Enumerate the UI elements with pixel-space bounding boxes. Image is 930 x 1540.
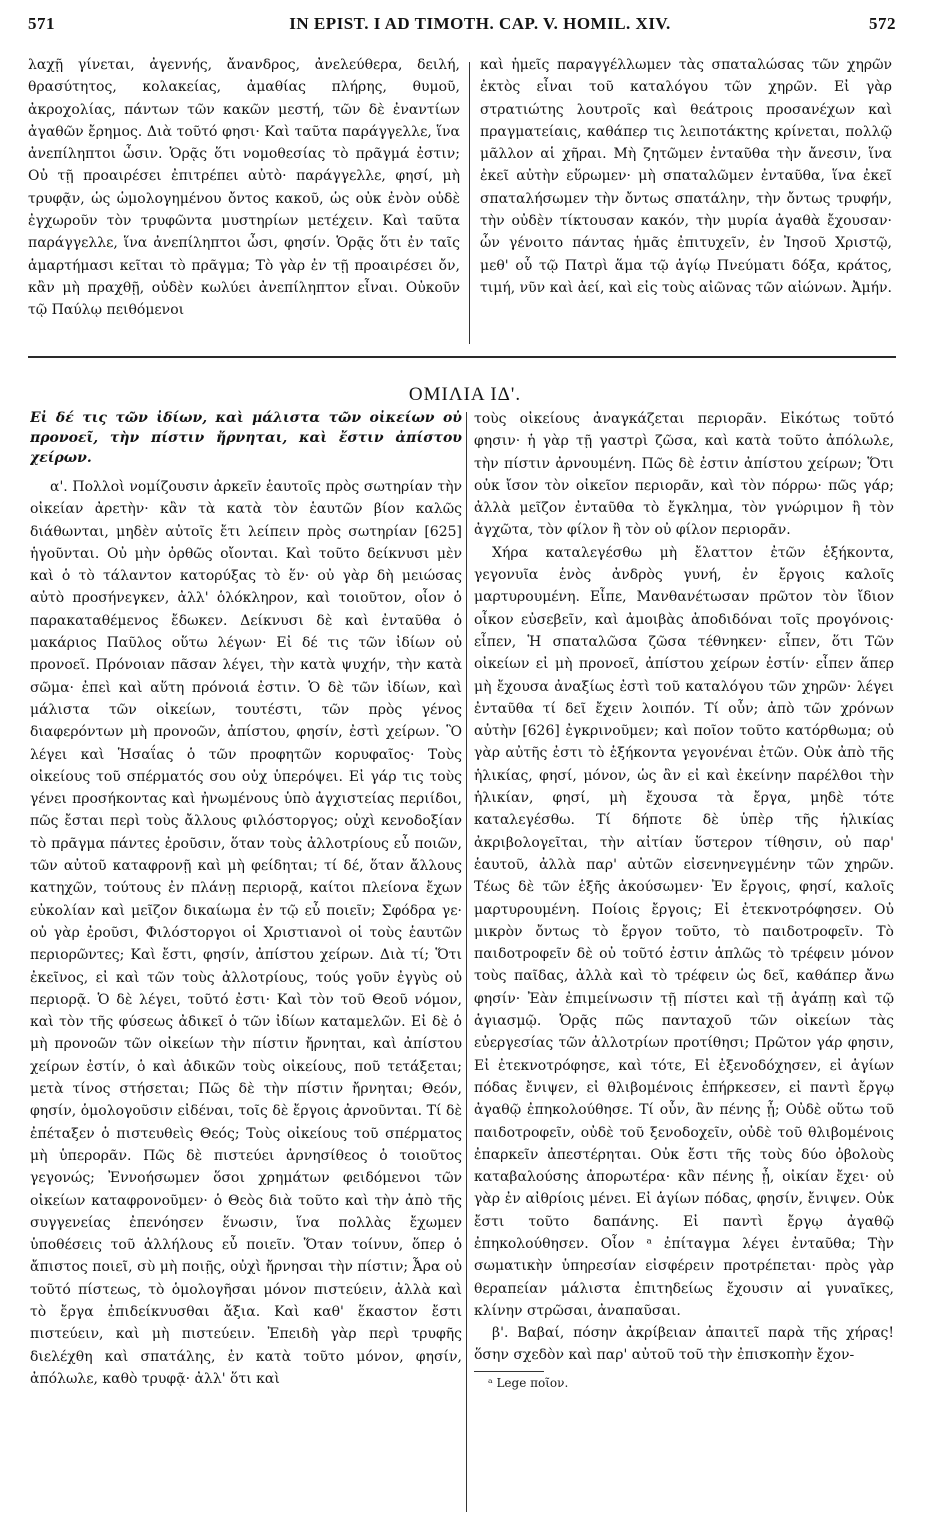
bottom-left-column [30,408,462,1514]
top-right-paragraph: καὶ ἡμεῖς παραγγέλλωμεν τὰς σπαταλώσας τῶν χηρῶν ἐκτὸς εἶναι τοῦ καταλόγου τῶν χηρῶν. Εἰ γὰρ στρατιώτης λουτροῖς καὶ θεάτροις προσανέχων καὶ πραγματείαις, καθάπερ τις λειποτάκτης κρίνεται, πολλῷ μᾶλλον αἱ χῆραι. Μὴ ζητῶμεν ἐνταῦθα τὴν ἄνεσιν, ἵνα ἐκεῖ αὐτὴν εὕρωμεν· μὴ σπαταλῶμεν ἐνταῦθα, ἵνα ἐκεῖ σπαταλήσωμεν τὴν ὄντως σπατάλην, τὴν ὄντως τρυφήν, τὴν οὐδὲν τίκτουσαν κακόν, τὴν μυρία ἀγαθὰ ἔχουσαν· ὧν γένοιτο πάντας ἡμᾶς ἐπιτυχεῖν, ἐν Ἰησοῦ Χριστῷ, μεθ' οὗ τῷ Πατρὶ ἅμα τῷ ἁγίῳ Πνεύματι δόξα, κράτος, τιμή, νῦν καὶ ἀεί, καὶ εἰς τοὺς αἰῶνας τῶν αἰώνων. Ἀμήν. [480,57,892,296]
column-divider-top [469,62,470,344]
scripture-lemma: Εἰ δέ τις τῶν ἰδίων, καὶ μάλιστα τῶν οἰκείων οὐ προνοεῖ, τὴν πίστιν ἤρνηται, καὶ ἔστιν ἀπίστου χείρων. [30,410,462,466]
top-right-column [480,54,892,350]
page-number-left: 571 [28,14,55,33]
bottom-right-paragraph-2: Χήρα καταλεγέσθω μὴ ἔλαττον ἐτῶν ἑξήκοντα, γεγονυῖα ἑνὸς ἀνδρὸς γυνή, ἐν ἔργοις καλοῖς μαρτυρουμένη. Εἶπε, Μανθανέτωσαν πρῶτον τὸν ἴδιον οἶκον εὐσεβεῖν, καὶ ἀμοιβὰς ἀποδιδόναι τοῖς προγόνοις· εἶπεν, Ἡ σπαταλῶσα ζῶσα τέθνηκεν· εἶπεν, ὅτι Τῶν οἰκείων εἰ μὴ προνοεῖ, ἀπίστου χείρων ἐστίν· εἶπεν ἅπερ μὴ ἔχουσα ἀναξίως ἐστὶ τοῦ καταλόγου τῶν χηρῶν· λέγει ἐνταῦθα τί δεῖ ἔχειν λοιπόν. Τί οὖν; ἀπὸ τῶν χρόνων αὐτὴν [626] ἐγκρινοῦμεν; καὶ ποῖον τοῦτο κατόρθωμα; οὐ γὰρ αὐτῆς ἐστι τὸ ἑξήκοντα γεγονέναι ἐτῶν. Οὐκ ἀπὸ τῆς ἡλικίας, φησί, μόνον, ὡς ἂν εἰ καὶ ἐκείνην παρέλθοι τὴν ἡλικίαν, φησί, μὴ ἔχουσα τὰ ἔργα, μηδὲ τότε καταλεγέσθω. Τί δήποτε δὲ ὑπὲρ τῆς ἡλικίας ἀκριβολογεῖται, τὴν αἰτίαν ὕστερον τίθησιν, οὐ παρ' ἑαυτοῦ, ἀλλὰ παρ' αὐτῶν εἰσενηνεγμένην τῶν χηρῶν. Τέως δὲ τῶν ἑξῆς ἀκούσωμεν· Ἐν ἔργοις, φησί, καλοῖς μαρτυρουμένη. Ποίοις ἔργοις; Εἰ ἐτεκνοτρόφησεν. Οὐ μικρὸν ὄντως τὸ ἔργον τοῦτο, τὸ παιδοτροφεῖν. Τὸ παιδοτροφεῖν δὲ οὐ τοῦτό ἐστιν ἁπλῶς τὸ τρέφειν μόνον τοὺς παῖδας, ἀλλὰ καὶ τὸ τρέφειν ὡς δεῖ, καθάπερ ἄνω φησίν· Ἐὰν ἐπιμείνωσιν τῇ πίστει καὶ τῇ ἀγάπῃ καὶ τῷ ἁγιασμῷ. Ὁρᾷς πῶς πανταχοῦ τῶν οἰκείων τὰς εὐεργεσίας τῶν ἀλλοτρίων προτίθησι; Πρῶτον γάρ φησιν, Εἰ ἐτεκνοτρόφησε, καὶ τότε, Εἰ ἐξενοδόχησεν, εἰ ἁγίων πόδας ἔνιψεν, εἰ θλιβομένοις ἐπήρκεσεν, εἰ παντὶ ἔργῳ ἀγαθῷ ἐπηκολούθησε. Τί οὖν, ἂν πένης ᾖ; Οὐδὲ οὕτω τοῦ παιδοτροφεῖν, οὐδὲ τοῦ ξενοδοχεῖν, οὐδὲ τοῦ θλιβομένοις ἐπαρκεῖν ἀπεστέρηται. Οὐκ ἔστι τῆς τοὺς δύο ὀβολοὺς καταβαλούσης ἀπορωτέρα· κἂν πένης ᾖ, οἰκίαν ἔχει· οὐ γὰρ ἐν αἰθρίοις μένει. Εἰ ἁγίων πόδας, φησίν, ἔνιψεν. Οὐκ ἔστι τοῦτο δαπάνης. Εἰ παντὶ ἔργῳ ἀγαθῷ ἐπηκολούθησεν. Οἷον ᵃ ἐπίταγμα λέγει ἐνταῦθα; Τὴν σωματικὴν ὑπηρεσίαν εἰσφέρειν προτρέπεται· πρὸς γὰρ θεραπείαν μάλιστα ἐπιτηδείως ἔχουσιν αἱ γυναῖκες, κλίνην στρῶσαι, ἀναπαῦσαι. [474,544,894,1319]
footnote-rule [474,1371,544,1372]
running-title: IN EPIST. I AD TIMOTH. CAP. V. HOMIL. XIV. [289,14,671,33]
top-left-column [28,54,460,350]
section-divider [28,356,896,358]
bottom-right-paragraph-1: τοὺς οἰκείους ἀναγκάζεται περιορᾶν. Εἰκότως τοῦτό φησιν· ἡ γὰρ τῇ γαστρὶ ζῶσα, καὶ κατὰ τοῦτο ἀπόλωλε, τὴν πίστιν ἀρνουμένη. Πῶς δὲ ἐστιν ἀπίστου χείρων; Ὅτι οὐκ ἴσον τὸν οἰκεῖον περιορᾶν, καὶ τὸν πόρρω· πῶς γάρ; ἀλλὰ μεῖζον ἐνταῦθα τὸ ἔγκλημα, τὸν γνώριμον ἢ τὸν ἀγχῶτα, τὸν φίλον ἢ τὸν οὐ φίλον περιορᾶν. [474,411,894,539]
page-number-right: 572 [869,14,896,33]
top-left-paragraph: λαχῇ γίνεται, ἀγεννής, ἄνανδρος, ἀνελεύθερα, δειλή, θρασύτητος, κολακείας, ἀμαθίας πλήρης, θυμοῦ, ἀκροχολίας, πάντων τῶν κακῶν μεστή, τῶν δὲ ἐναντίων ἀγαθῶν ἔρημος. Διὰ τοῦτό φησι· Καὶ ταῦτα παράγγελλε, ἵνα ἀνεπίληπτοι ὦσιν. Ὁρᾷς ὅτι νομοθεσίας τὸ πρᾶγμά ἐστιν; Οὐ τῇ προαιρέσει ἐπιτρέπει αὐτὸ· παράγγελλε, φησί, μὴ τρυφᾷν, ὡς ὡμολογημένου ὄντος κακοῦ, ὡς οὐκ ἐνὸν οὐδὲ ἐγχωροῦν τὸν τρυφῶντα μυστηρίων μετέχειν. Καὶ ταῦτα παράγγελλε, ἵνα ἀνεπίληπτοι ὦσι, φησίν. Ὁρᾷς ὅτι ἐν ταῖς ἁμαρτήμασι κεῖται τὸ πρᾶγμα; Τὸ γὰρ ἐν τῇ προαιρέσει ὄν, κἂν μὴ πραχθῇ, οὐδὲν κωλύει ἀνεπίληπτον εἶναι. Οὐκοῦν τῷ Παύλῳ πειθόμενοι [28,57,460,319]
bottom-right-paragraph-3: β'. Βαβαί, πόσην ἀκρίβειαν ἀπαιτεῖ παρὰ τῆς χήρας! ὅσην σχεδὸν καὶ παρ' αὐτοῦ τοῦ τὴν ἐπισκοπὴν ἔχον- [474,1325,894,1364]
bottom-right-column [474,408,894,1514]
column-divider-bottom [466,412,467,1512]
footnote: ᵃ Lege ποῖον. [488,1375,569,1390]
bottom-left-paragraph: α'. Πολλοὶ νομίζουσιν ἀρκεῖν ἑαυτοῖς πρὸς σωτηρίαν τὴν οἰκείαν ἀρετὴν· κἂν τὰ κατὰ τὸν ἑαυτῶν βίον καλῶς διάθωνται, μηδὲν αὐτοῖς ἔτι λείπειν πρὸς σωτηρίαν [625] ἡγοῦνται. Οὐ μὴν ὀρθῶς οἴονται. Καὶ τοῦτο δείκνυσι μὲν καὶ ὁ τὸ τάλαντον κατορύξας τὸ ἕν· οὐ γὰρ δὴ μειώσας αὐτὸ προσήνεγκεν, ἀλλ' ὁλόκληρον, καὶ τοιοῦτον, οἷον ὁ παρακαταθέμενος ἔδωκεν. Δείκνυσι δὲ καὶ ἐνταῦθα ὁ μακάριος Παῦλος οὕτω λέγων· Εἰ δέ τις τῶν ἰδίων οὐ προνοεῖ. Πρόνοιαν πᾶσαν λέγει, τὴν κατὰ ψυχήν, τὴν κατὰ σῶμα· ἐπεὶ καὶ αὕτη πρόνοιά ἐστιν. Ὁ δὲ τῶν ἰδίων, καὶ μάλιστα τῶν οἰκείων, τουτέστι, τῶν πρὸς γένος διαφερόντων μὴ προνοῶν, ἀπίστου, φησίν, ἐστὶ χείρων. Ὃ λέγει καὶ Ἡσαΐας ὁ τῶν προφητῶν κορυφαῖος· Τοὺς οἰκείους τοῦ σπέρματός σου οὐχ ὑπερόψει. Εἰ γάρ τις τοὺς γένει προσήκοντας καὶ ἠνωμένους ὑπὸ ἀγχιστείας περιίδοι, πῶς ἔσται περὶ τοὺς ἄλλους φιλόστοργος; οὐχὶ κενοδοξίαν τὸ πρᾶγμα πάντες ἐροῦσιν, ὅταν τοὺς ἀλλοτρίους εὖ ποιῶν, τῶν αὐτοῦ καταφρονῇ καὶ μὴ φείδηται; τί δέ, ὅταν ἄλλους κατηχῶν, τούτους ἐν πλάνῃ περιορᾷ, καίτοι πλείονα ἔχων εὐκολίαν καὶ μεῖζον δικαίωμα ἐν τῷ εὖ ποιεῖν; Σφόδρα γε· οὐ γὰρ ἐροῦσι, Φιλόστοργοι οἱ Χριστιανοὶ οἱ τοὺς ἑαυτῶν περιορῶντες; Καὶ ἔστι, φησίν, ἀπίστου χείρων. Διὰ τί; Ὅτι ἐκεῖνος, εἰ καὶ τῶν τοὺς ἀλλοτρίους, τούς γοῦν ἐγγὺς οὐ περιορᾷ. Ὁ δὲ λέγει, τοῦτό ἐστι· Καὶ τὸν τοῦ Θεοῦ νόμον, καὶ τὸν τῆς φύσεως ἀδικεῖ ὁ τῶν ἰδίων καταμελῶν. Εἰ δὲ ὁ μὴ προνοῶν τῶν οἰκείων τὴν πίστιν ἤρνηται, καὶ ἀπίστου χείρων ἐστίν, ὁ καὶ ἀδικῶν τοὺς οἰκείους, ποῦ τετάξεται; μετὰ τίνος στήσεται; Πῶς δὲ τὴν πίστιν ἤρνηται; Θεόν, φησίν, ὁμολογοῦσιν εἰδέναι, τοῖς δὲ ἔργοις ἀρνοῦνται. Τί δὲ ἐπέταξεν ὁ πιστευθεὶς Θεός; Τοὺς οἰκείους τοῦ σπέρματος μὴ ὑπερορᾶν. Πῶς δὲ πιστεύει ἀρνησίθεος ὁ τοιοῦτος γεγονώς; Ἐννοήσωμεν ὅσοι χρημάτων φειδόμενοι τῶν οἰκείων καταφρονοῦμεν· ὁ Θεὸς διὰ τοῦτο καὶ τὴν ἀπὸ τῆς συγγενείας ἐπενόησεν ἕνωσιν, ἵνα πολλὰς ἔχωμεν ὑποθέσεις τοῦ ἀλλήλους εὖ ποιεῖν. Ὅταν τοίνυν, ὅπερ ὁ ἄπιστος ποιεῖ, σὺ μὴ ποιῇς, οὐχὶ ἤρνησαι τὴν πίστιν; Ἆρα οὐ τοῦτό πίστεως, τὸ ὁμολογῆσαι μόνον πιστεύειν, ἀλλὰ καὶ τὸ ἔργα ἐπιδείκνυσθαι ἄξια. Καὶ καθ' ἕκαστον ἔστι πιστεύειν, καὶ μὴ πιστεύειν. Ἐπειδὴ γὰρ περὶ τρυφῆς διελέχθη καὶ σπατάλης, ἐν κατὰ τοῦτο μόνον, φησίν, ἀπόλωλε, καθὸ τρυφᾷ· ἀλλ' ὅτι καὶ [30,479,462,1387]
homily-title: ΟΜΙΛΙΑ ΙΔ'. [408,384,522,405]
